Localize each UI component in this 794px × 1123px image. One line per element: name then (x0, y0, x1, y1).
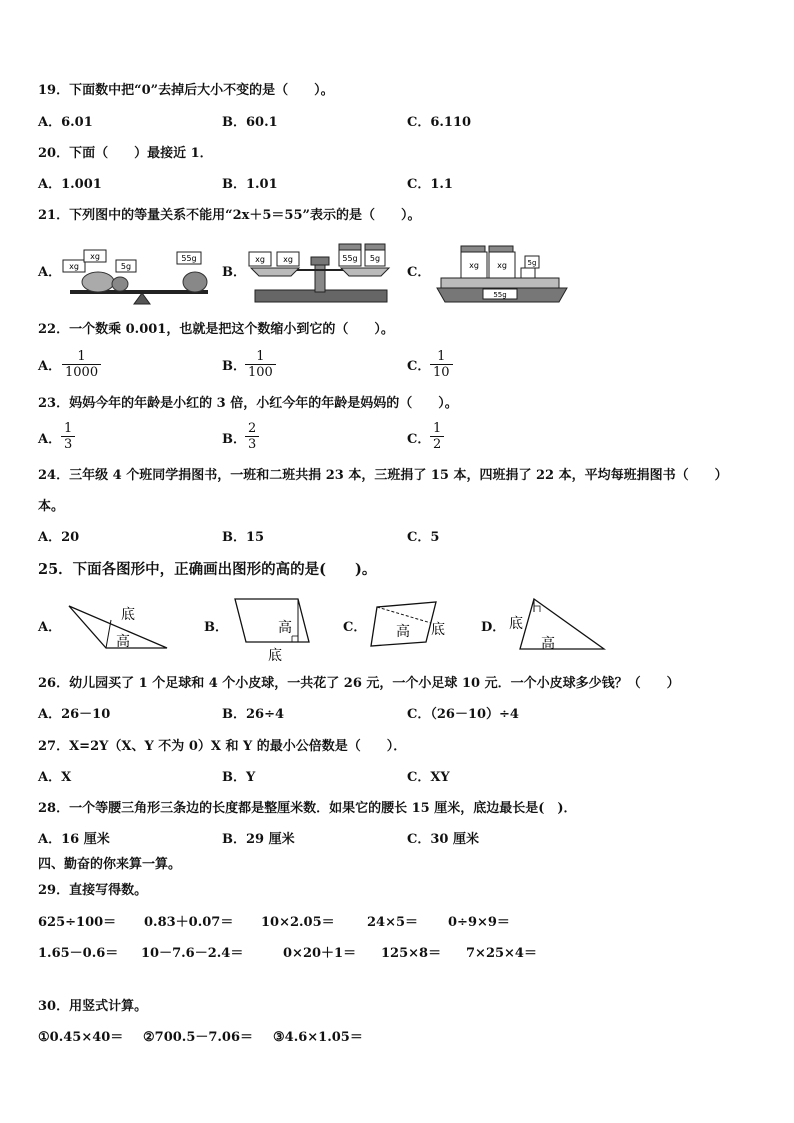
q26-option-b[interactable]: B．26÷4 (222, 707, 285, 722)
q28-option-a[interactable]: A．16 厘米 (38, 832, 110, 847)
q29-stem: 29．直接写得数。 (38, 883, 148, 898)
q25-option-b[interactable]: B． (204, 620, 228, 635)
label-gao: 高 (396, 624, 410, 640)
q22-option-b[interactable]: B． (222, 359, 246, 374)
q30-stem: 30．用竖式计算。 (38, 999, 148, 1014)
q19-option-a[interactable]: A．6.01 (38, 115, 93, 130)
q26-option-c[interactable]: C．（26－10）÷4 (407, 707, 519, 722)
q24-option-c[interactable]: C．5 (407, 530, 440, 545)
triangle-figure-a (66, 600, 172, 652)
label-gao: 高 (541, 636, 555, 652)
q23-option-a[interactable]: A． (38, 432, 62, 447)
label-di: 底 (431, 622, 445, 638)
calc-item: 125×8＝ (381, 946, 442, 961)
balance-image-a (58, 246, 218, 306)
label-di: 底 (268, 648, 282, 664)
calc-item: 10×2.05＝ (261, 915, 335, 930)
q21-option-b[interactable]: B． (222, 265, 246, 280)
label-5g: 5g (369, 254, 381, 263)
calc-item: 625÷100＝ (38, 915, 117, 930)
vertical-calc-item: ③4.6×1.05＝ (273, 1030, 363, 1045)
label-di: 底 (509, 616, 523, 632)
parallelogram-figure-c (368, 598, 454, 650)
calc-item: 0×20＋1＝ (283, 946, 357, 961)
q21-option-a[interactable]: A． (38, 265, 62, 280)
q20-option-b[interactable]: B．1.01 (222, 177, 278, 192)
vertical-calc-item: ②700.5－7.06＝ (143, 1030, 254, 1045)
fraction-1-2: $\frac{1}{2}$ (430, 422, 444, 452)
fraction-1-10: $\frac{1}{10}$ (430, 350, 453, 380)
q20-option-a[interactable]: A．1.001 (38, 177, 102, 192)
q25-option-d[interactable]: D． (481, 620, 506, 635)
q26-option-a[interactable]: A．26－10 (38, 707, 111, 722)
q25-option-c[interactable]: C． (343, 620, 367, 635)
q27-option-b[interactable]: B．Y (222, 770, 256, 785)
q21-stem: 21．下列图中的等量关系不能用“2x＋5＝55”表示的是（ ）。 (38, 208, 421, 223)
calc-item: 0.83＋0.07＝ (144, 915, 234, 930)
q27-option-c[interactable]: C．XY (407, 770, 450, 785)
q23-option-c[interactable]: C． (407, 432, 431, 447)
q22-stem: 22．一个数乘 0.001，也就是把这个数缩小到它的（ ）。 (38, 322, 394, 337)
calc-item: 0÷9×9＝ (448, 915, 510, 930)
calc-item: 1.65－0.6＝ (38, 946, 119, 961)
label-55g: 55g (493, 291, 507, 299)
label-xg: xg (90, 252, 100, 261)
label-di: 底 (121, 607, 135, 623)
fraction-1-100: $\frac{1}{100}$ (245, 350, 276, 380)
label-55g: 55g (181, 254, 197, 263)
balance-image-c (433, 242, 573, 304)
q23-option-b[interactable]: B． (222, 432, 246, 447)
label-5g: 5g (120, 262, 132, 271)
q24-option-b[interactable]: B．15 (222, 530, 265, 545)
q24-stem-continued: 本。 (38, 499, 65, 514)
calc-item: 7×25×4＝ (466, 946, 537, 961)
q27-stem: 27．X=2Y（X、Y 不为 0）X 和 Y 的最小公倍数是（ ）． (38, 739, 407, 754)
fraction-1-1000: $\frac{1}{1000}$ (62, 350, 101, 380)
balance-image-b (243, 240, 398, 306)
q22-option-a[interactable]: A． (38, 359, 62, 374)
q27-option-a[interactable]: A．X (38, 770, 72, 785)
q25-stem: 25．下面各图形中，正确画出图形的高的是( )。 (38, 561, 377, 578)
q28-option-b[interactable]: B．29 厘米 (222, 832, 295, 847)
parallelogram-figure-b (230, 596, 314, 664)
q26-stem: 26．幼儿园买了 1 个足球和 4 个小皮球，一共花了 26 元，一个小足球 10 元．一个小皮球多少钱？（ ） (38, 676, 680, 691)
label-xg: xg (469, 261, 479, 270)
label-xg: xg (283, 255, 293, 264)
section-4-title: 四、勤奋的你来算一算。 (38, 857, 182, 872)
fraction-1-3: $\frac{1}{3}$ (61, 422, 75, 452)
label-xg: xg (497, 261, 507, 270)
fraction-2-3: $\frac{2}{3}$ (245, 422, 259, 452)
label-xg: xg (69, 262, 79, 271)
q28-option-c[interactable]: C．30 厘米 (407, 832, 479, 847)
label-5g: 5g (527, 259, 537, 267)
q25-option-a[interactable]: A． (38, 620, 62, 635)
q19-stem: 19．下面数中把“0”去掉后大小不变的是（ ）。 (38, 83, 334, 98)
q21-option-c[interactable]: C． (407, 265, 431, 280)
label-55g: 55g (342, 254, 358, 263)
triangle-figure-d (504, 596, 608, 654)
label-gao: 高 (278, 620, 292, 636)
q24-stem: 24．三年级 4 个班同学捐图书，一班和二班共捐 23 本，三班捐了 15 本，四班捐了 22 本，平均每班捐图书（ ） (38, 468, 728, 483)
label-xg: xg (255, 255, 265, 264)
calc-item: 10－7.6－2.4＝ (141, 946, 244, 961)
q19-option-b[interactable]: B．60.1 (222, 115, 278, 130)
label-gao: 高 (116, 634, 130, 650)
q28-stem: 28．一个等腰三角形三条边的长度都是整厘米数．如果它的腰长 15 厘米，底边最长是( )． (38, 801, 577, 816)
calc-item: 24×5＝ (367, 915, 419, 930)
q24-option-a[interactable]: A．20 (38, 530, 80, 545)
q20-stem: 20．下面（ ）最接近 1． (38, 146, 213, 161)
q20-option-c[interactable]: C．1.1 (407, 177, 453, 192)
vertical-calc-item: ①0.45×40＝ (38, 1030, 124, 1045)
q23-stem: 23．妈妈今年的年龄是小红的 3 倍，小红今年的年龄是妈妈的（ ）。 (38, 396, 458, 411)
q22-option-c[interactable]: C． (407, 359, 431, 374)
q19-option-c[interactable]: C．6.110 (407, 115, 472, 130)
